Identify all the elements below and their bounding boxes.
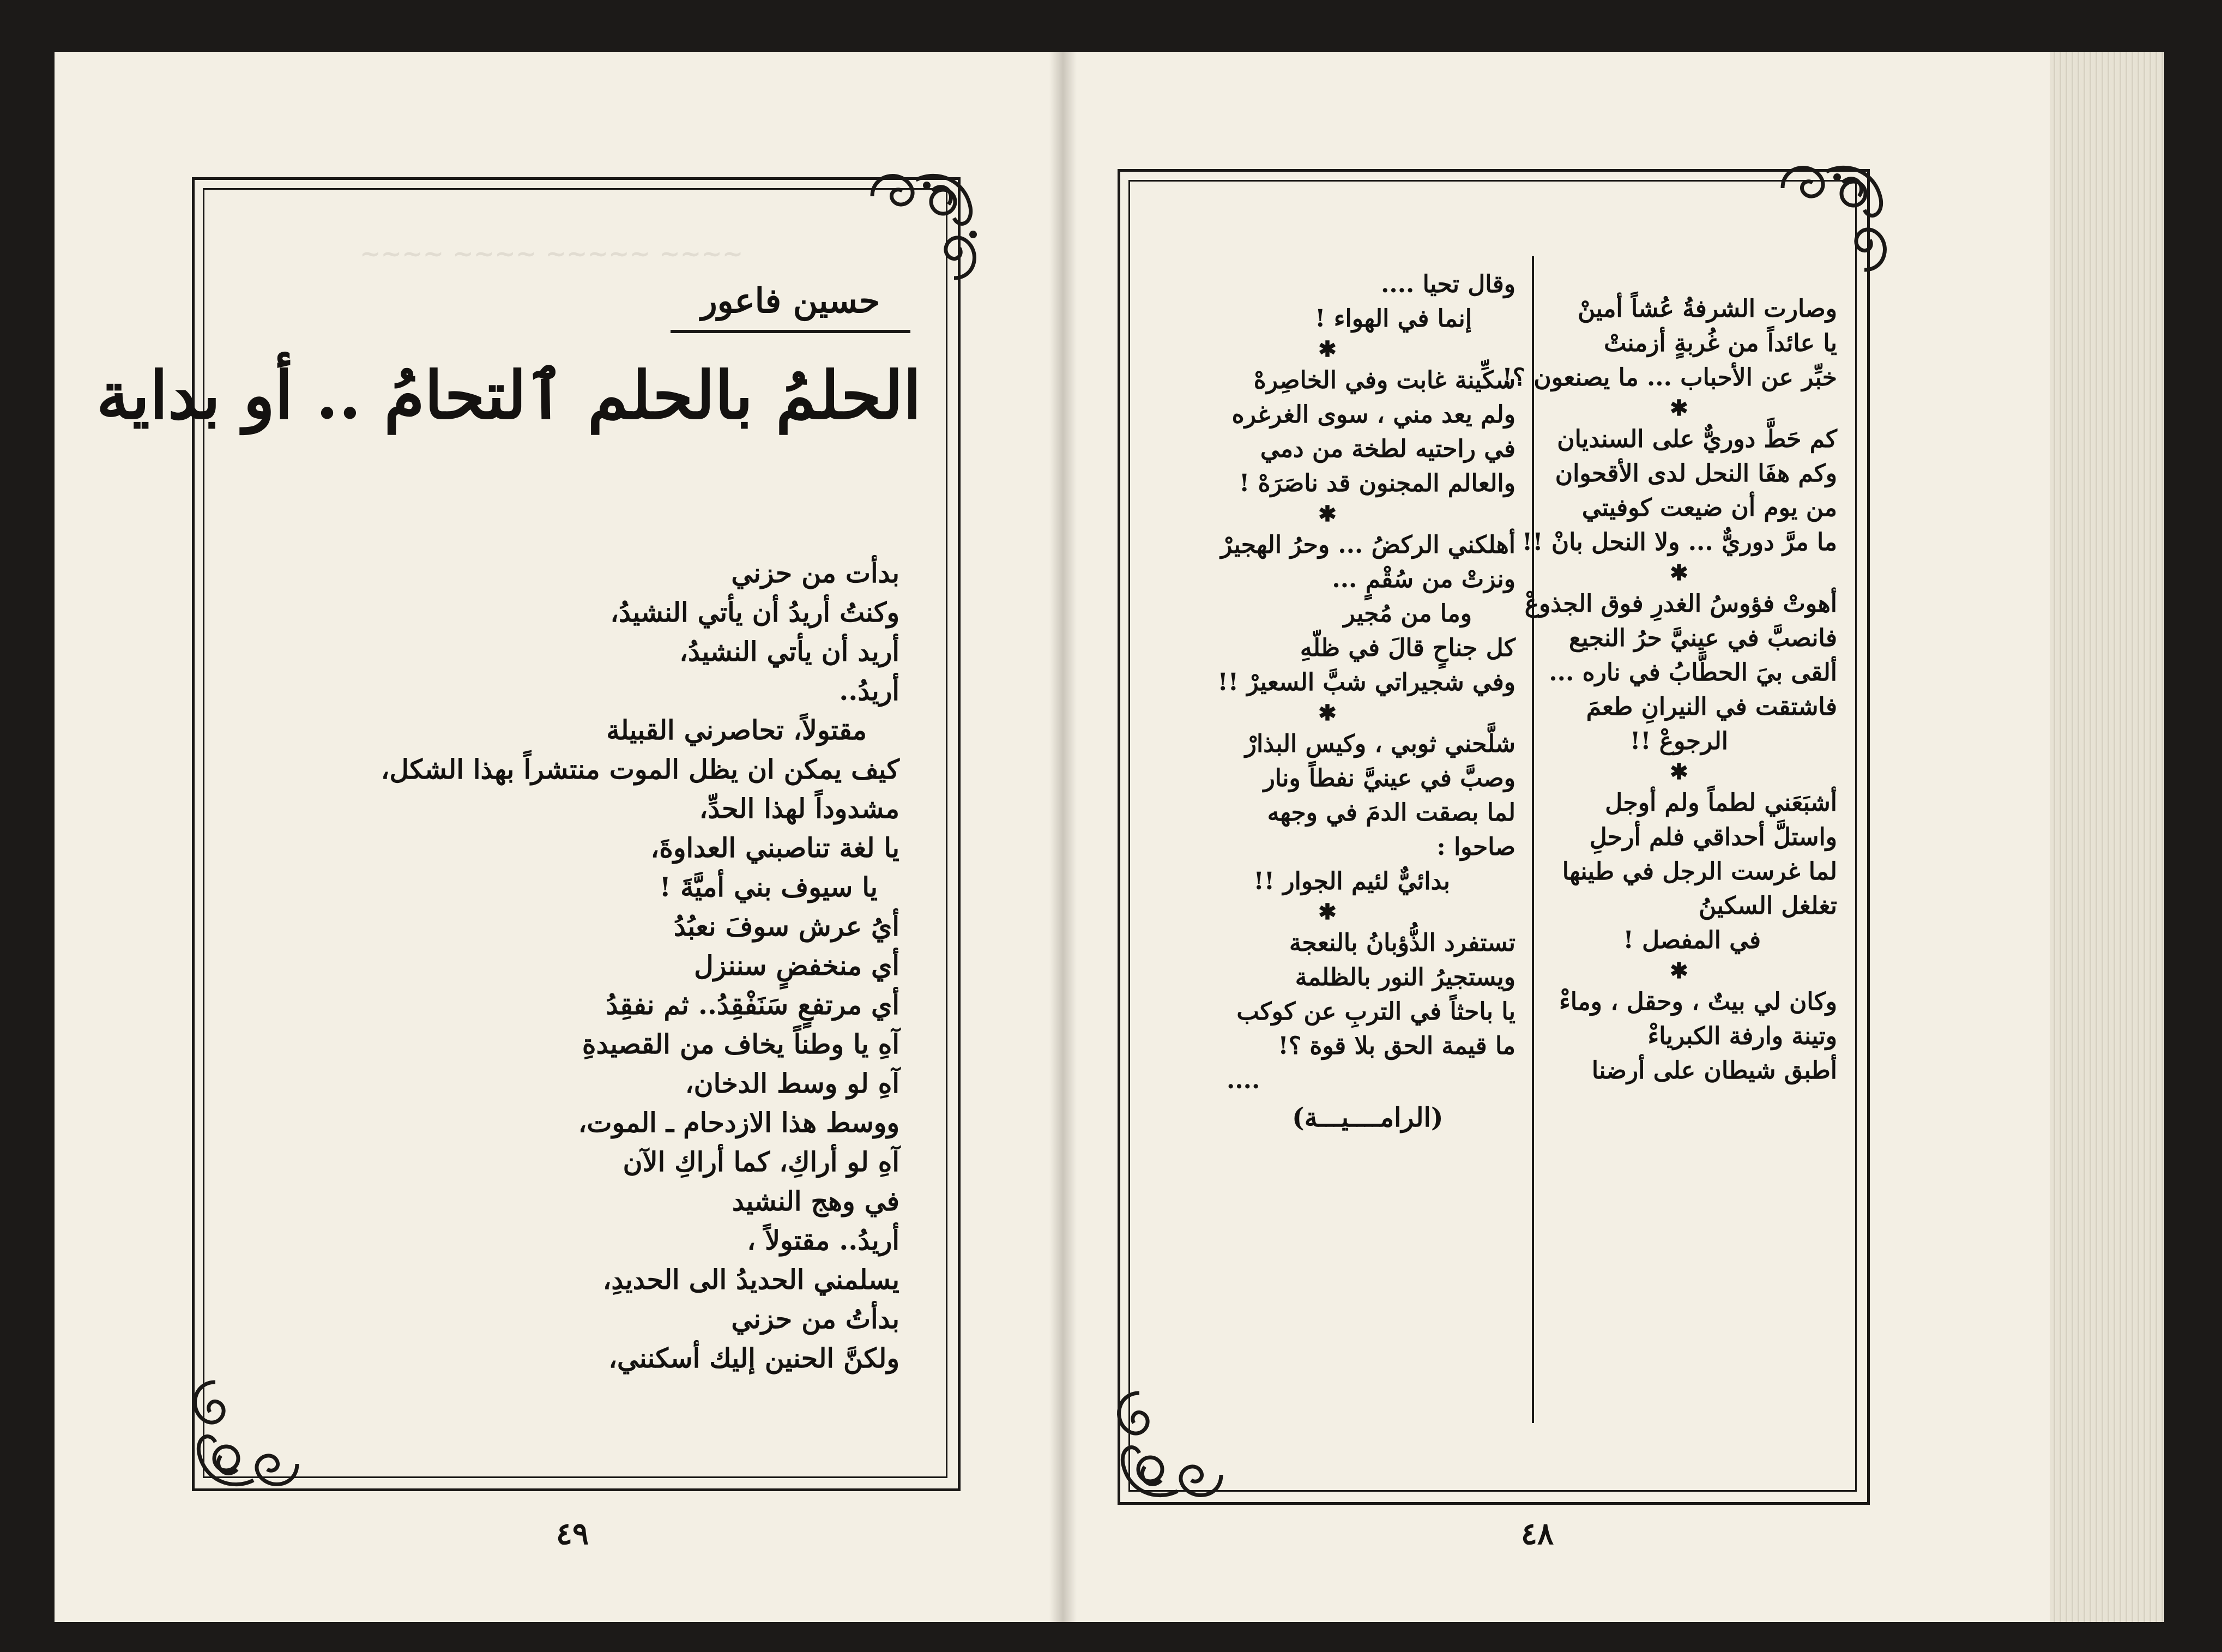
poem-line: بدائيٌّ لئيم الجوار !! xyxy=(1253,867,1450,895)
stanza-separator-icon: ✱ xyxy=(1318,899,1337,925)
stanza xyxy=(1161,528,1515,700)
poem-line: لما غرست الرجل في طينها xyxy=(1562,858,1837,885)
poem-line: في المفصل ! xyxy=(1623,926,1761,954)
poem-line: وصارت الشرفةُ عُشاً أمينْ xyxy=(1578,295,1837,323)
stanza-separator-icon: ✱ xyxy=(1318,501,1337,527)
poem-line: إنما في الهواء ! xyxy=(1315,305,1472,333)
left-page xyxy=(55,52,1063,1622)
author-name: حسين فاعور xyxy=(701,281,880,321)
stanza xyxy=(1161,267,1515,336)
poem-line: آهِ لو وسط الدخان، xyxy=(685,1068,899,1099)
poem-line: ولم يعد مني ، سوى الغرغره xyxy=(1231,401,1515,429)
poem-line: ألقى بيَ الحطَّابُ في ناره ... xyxy=(1549,659,1837,686)
poem-line: الرجوعْ !! xyxy=(1629,727,1728,755)
poem-line: آهِ يا وطناً يخاف من القصيدةِ xyxy=(582,1028,899,1060)
poem-line: أهوتْ فؤوسُ الغدرِ فوق الجذوعْ xyxy=(1524,590,1837,618)
poem-line: تغلغل السكينُ xyxy=(1699,892,1837,920)
poem-line: بدأتُ من حزني xyxy=(731,1303,899,1335)
poem-line: فاشتقت في النيرانِ طعمَ xyxy=(1586,693,1837,721)
poem-line: ويستجيرُ النور بالظلمة xyxy=(1295,963,1515,991)
poem-line: كيف يمكن ان يظل الموت منتشراً بهذا الشكل، xyxy=(381,753,899,785)
stanza-separator-icon: ✱ xyxy=(1318,336,1337,362)
poem-line: وصبَّ في عينيَّ نفطاً ونار xyxy=(1263,764,1515,792)
column-divider xyxy=(1532,256,1534,1423)
poem-body xyxy=(262,553,899,1378)
poem-line: يا لغة تناصبني العداوةَ، xyxy=(650,832,899,864)
poem-line: يا عائداً من غُربةٍ أزمنتْ xyxy=(1604,329,1837,357)
bleed-through-text: ~~~~ ~~~~ ~~~~~ ~~~~ xyxy=(360,239,744,268)
poem-line: كل جناحٍ قالَ في ظلّهِ xyxy=(1300,634,1515,662)
stanza xyxy=(1524,587,1837,758)
author-underline xyxy=(671,330,910,333)
poem-line: لما بصقت الدمَ في وجهه xyxy=(1267,799,1515,827)
poem-line: وكان لي بيتٌ ، وحقل ، وماءْ xyxy=(1559,988,1837,1016)
stanza xyxy=(1161,363,1515,501)
corner-scroll-icon xyxy=(861,164,987,289)
poem-line: مشدوداً لهذا الحدِّ، xyxy=(699,793,899,824)
poem-line: وكنتُ أريدُ أن يأتي النشيدُ، xyxy=(610,596,899,628)
stanza-separator-icon: ✱ xyxy=(1670,395,1688,421)
poem-line: ولكنَّ الحنين إليك أسكنني، xyxy=(608,1342,899,1374)
poem-line: فانصبَّ في عينيَّ حرُ النجيع xyxy=(1569,624,1837,652)
poem-line: وفي شجيراتي شبَّ السعيرْ !! xyxy=(1217,668,1515,696)
poem-line: أريدُ.. xyxy=(839,675,899,707)
stanza xyxy=(1502,292,1837,395)
poem-line: في راحتيه لطخة من دمي xyxy=(1260,435,1515,463)
poem-line: خبِّر عن الأحباب ... ما يصنعون ؟! xyxy=(1502,364,1837,391)
book-spine xyxy=(1049,52,1077,1622)
poem-line: أهلكني الركضُ ... وحرُ الهجيرْ xyxy=(1221,531,1515,559)
poem-line: في وهج النشيد xyxy=(732,1185,899,1217)
poem-line: أيُ عرش سوفَ نعبُدُ xyxy=(673,911,899,942)
poem-line: وقال تحيا .... xyxy=(1381,270,1515,298)
stanza-separator-icon: ✱ xyxy=(1670,759,1688,785)
poem-line: والعالم المجنون قد ناصَرَهْ ! xyxy=(1239,469,1515,497)
corner-scroll-icon xyxy=(1107,1382,1232,1508)
poem-line: يا باحثاً في التربِ عن كوكب xyxy=(1236,998,1515,1026)
poem-signature: (الرامــــيـــة) xyxy=(1292,1102,1444,1133)
stanza xyxy=(1543,786,1837,957)
corner-scroll-icon xyxy=(183,1371,308,1497)
stanza xyxy=(1521,422,1837,559)
right-page xyxy=(1063,52,2050,1622)
poem-line: أريدُ.. مقتولاً ، xyxy=(747,1225,899,1256)
poem-line: أي منخفضٍ سننزل xyxy=(694,950,899,981)
stanza xyxy=(1161,926,1515,1098)
page-edges xyxy=(2050,52,2164,1622)
poem-line: تستفرد الذُّؤبانُ بالنعجة xyxy=(1289,929,1515,957)
poem-line: ما مرَّ دوريٌّ ... ولا النحل بانْ !! xyxy=(1521,528,1837,556)
poem-line: ووسط هذا الازدحام ـ الموت، xyxy=(578,1107,899,1138)
stanza-separator-icon: ✱ xyxy=(1318,700,1337,726)
poem-line: أريد أن يأتي النشيدُ، xyxy=(679,636,899,667)
poem-line: وما من مُجير xyxy=(1343,600,1472,628)
poem-line: آهِ لو أراكِ، كما أراكِ الآن xyxy=(623,1146,899,1178)
poem-line: شلَّحني ثوبي ، وكيس البذارْ xyxy=(1245,730,1515,758)
poem-line: من يوم أن ضيعت كوفيتي xyxy=(1581,494,1837,522)
poem-column-right xyxy=(1502,292,1837,1088)
poem-line: أشبَعَني لطماً ولم أوجل xyxy=(1605,789,1837,817)
poem-line: مقتولاً، تحاصرني القبيلة xyxy=(606,714,867,746)
poem-line: أطبق شيطان على أرضنا xyxy=(1591,1057,1837,1084)
stanza xyxy=(1543,985,1837,1088)
stanza-separator-icon: ✱ xyxy=(1670,958,1688,984)
poem-line: كم حَطَّ دوريٌّ على السنديان xyxy=(1557,425,1837,453)
stanza xyxy=(1161,727,1515,899)
poem-line: واستلَّ أحداقي فلم أرحلِ xyxy=(1589,823,1837,851)
stanza-separator-icon: ✱ xyxy=(1670,560,1688,586)
poem-line: وكم هفَا النحل لدى الأقحوان xyxy=(1555,460,1837,487)
poem-line: يسلمني الحديدُ الى الحديدِ، xyxy=(602,1264,899,1295)
poem-line: .... xyxy=(1227,1066,1260,1094)
poem-line: وتينة وارفة الكبرياءْ xyxy=(1647,1022,1837,1050)
poem-title: الحلمُ بالحلم ٱلتحامُ .. أو بداية xyxy=(96,357,921,434)
corner-scroll-icon xyxy=(1772,155,1897,281)
poem-line: صاحوا : xyxy=(1436,833,1515,861)
page-number: ٤٨ xyxy=(1520,1516,1554,1552)
poem-line: سكِّينة غابت وفي الخاصِرهْ xyxy=(1253,366,1515,394)
poem-line: يا سيوف بني أميَّةَ ! xyxy=(659,871,878,903)
poem-line: ما قيمة الحق بلا قوة ؟! xyxy=(1278,1032,1515,1060)
poem-line: أي مرتفعٍ سَنَفْقِدُ.. ثم نفقِدُ xyxy=(606,989,899,1021)
poem-line: ونزتْ من سُقْمٍ ... xyxy=(1332,565,1515,593)
poem-line: بدأت من حزني xyxy=(731,557,899,589)
poem-column-left xyxy=(1161,267,1515,1135)
page-number: ٤٩ xyxy=(556,1516,589,1552)
